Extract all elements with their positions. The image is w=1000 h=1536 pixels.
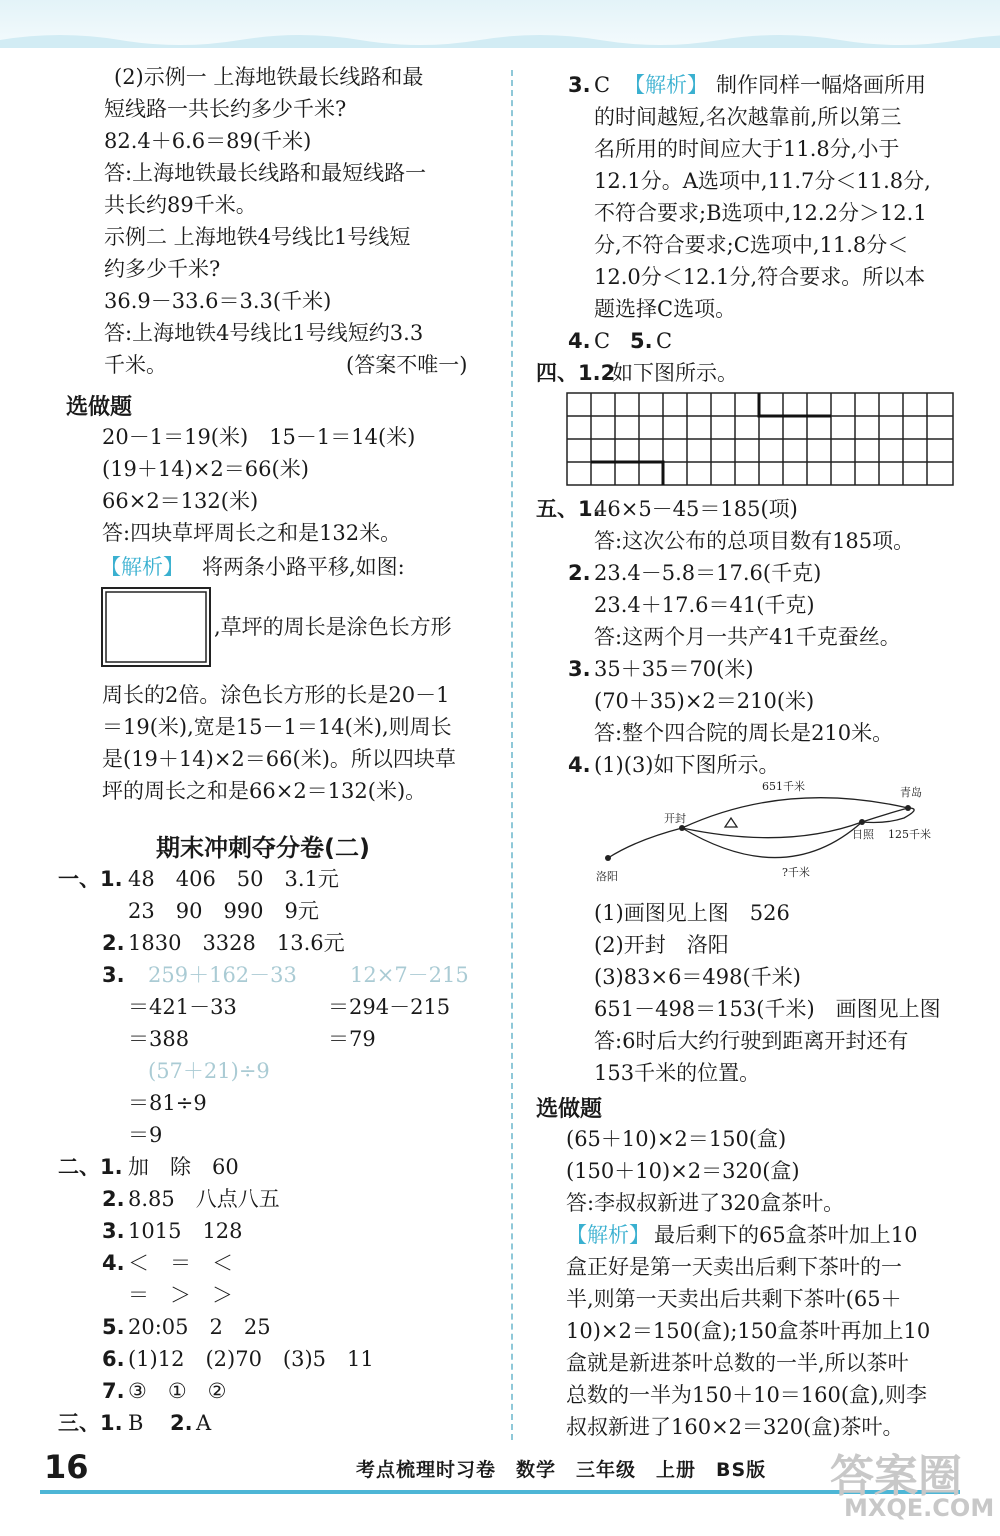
analysis-tag: 【解析】 <box>624 73 708 97</box>
answer-line: ③ ① ② <box>128 1379 227 1403</box>
route-top <box>682 798 908 828</box>
item-number: 2. <box>568 561 591 585</box>
page-number: 16 <box>44 1448 89 1486</box>
qingdao-dot <box>905 805 911 811</box>
item-number: 6. <box>102 1347 125 1371</box>
answer-line: 23.4－5.8＝17.6(千克) <box>594 561 822 585</box>
answer-line: 示例二 上海地铁4号线比1号线短 <box>104 225 411 249</box>
luoyang-dot <box>605 855 611 861</box>
optional-title: 选做题 <box>66 395 133 420</box>
answer-line: (2)开封 洛阳 <box>594 933 729 957</box>
answer-line: 答:6时后大约行驶到距离开封还有 <box>594 1029 909 1053</box>
analysis-line: 最后剩下的65盒茶叶加上10 <box>654 1223 918 1247</box>
optional-title: 选做题 <box>536 1097 603 1122</box>
optional-line: 答:四块草坪周长之和是132米。 <box>102 521 402 545</box>
item-number: 5. <box>102 1315 125 1339</box>
analysis-tag: 【解析】 <box>100 555 184 579</box>
answer-note: (答案不唯一) <box>346 353 468 377</box>
section-one-label: 一、1. <box>58 867 123 891</box>
lawn-rectangle-figure <box>100 586 214 670</box>
answer-line: 千米。 <box>104 353 167 377</box>
answer-line: (65＋10)×2＝150(盒) <box>566 1127 787 1151</box>
watermark-url: MXQE.COM <box>844 1494 995 1522</box>
answer-line: 加 除 60 <box>128 1155 239 1179</box>
item-number: 4. <box>568 753 591 777</box>
analysis-line: 题选择C选项。 <box>594 297 737 321</box>
analysis-line: 坪的周长之和是66×2＝132(米)。 <box>102 779 427 803</box>
answer-line: 153千米的位置。 <box>594 1061 761 1085</box>
analysis-line: 10)×2＝150(盒);150盒茶叶再加上10 <box>566 1319 931 1343</box>
watermark-text: 答案圈 <box>830 1451 962 1502</box>
map-label-qingdao: 青岛 <box>900 786 922 799</box>
analysis-line: ＝19(米),宽是15－1＝14(米),则周长 <box>102 715 452 739</box>
answer-line: 1830 3328 13.6元 <box>128 931 345 955</box>
section-three-label: 三、1. <box>58 1411 123 1435</box>
analysis-line: ,草坪的周长是涂色长方形 <box>214 615 452 639</box>
section-five-label: 五、1. <box>536 497 601 521</box>
item-number: 4. <box>568 329 591 353</box>
answer-line: C <box>656 329 673 353</box>
answer-line: (3)83×6＝498(千米) <box>594 965 801 989</box>
analysis-line: 制作同样一幅烙画所用 <box>716 73 926 97</box>
route-map <box>586 780 946 892</box>
answer-line: 23 90 990 9元 <box>128 899 319 923</box>
analysis-line: 名所用的时间应大于11.8分,小于 <box>594 137 900 161</box>
answer-line: 8.85 八点八五 <box>128 1187 280 1211</box>
analysis-line: 不符合要求;B选项中,12.2分＞12.1 <box>594 201 927 225</box>
answer-line: 1015 128 <box>128 1219 243 1243</box>
answer-line: 答:李叔叔新进了320盒茶叶。 <box>566 1191 845 1215</box>
rizhao-dot <box>859 819 865 825</box>
item-number: 3. <box>102 1219 125 1243</box>
answer-line: 答:这两个月一共产41千克蚕丝。 <box>594 625 901 649</box>
analysis-line: 将两条小路平移,如图: <box>202 555 405 579</box>
answer-line: (1)12 (2)70 (3)5 11 <box>128 1347 374 1371</box>
answer-line: C <box>594 73 611 97</box>
analysis-line: 叔叔新进了160×2＝320(盒)茶叶。 <box>566 1415 904 1439</box>
analysis-line: 总数的一半为150＋10＝160(盒),则李 <box>566 1383 927 1407</box>
answer-line: (2)示例一 上海地铁最长线路和最 <box>114 65 424 89</box>
answer-line: (150＋10)×2＝320(盒) <box>566 1159 800 1183</box>
kaifeng-dot <box>679 825 685 831</box>
map-label-top-distance: 651千米 <box>762 780 805 793</box>
answer-line: 82.4＋6.6＝89(千米) <box>104 129 312 153</box>
optional-line: 20－1＝19(米) 15－1＝14(米) <box>102 425 416 449</box>
calc-step: ＝388 <box>128 1027 190 1051</box>
answer-line: 48 406 50 3.1元 <box>128 867 339 891</box>
answer-line: 35＋35＝70(米) <box>594 657 754 681</box>
answer-line: 46×5－45＝185(项) <box>594 497 798 521</box>
section-four-label: 四、1.2 <box>536 361 616 385</box>
calc-step: ＝9 <box>128 1123 163 1147</box>
answer-line: 23.4＋17.6＝41(千克) <box>594 593 815 617</box>
answer-line: A <box>196 1411 212 1435</box>
item-number: 5. <box>630 329 653 353</box>
answer-line: 答:上海地铁4号线比1号线短约3.3 <box>104 321 424 345</box>
header-wave-decoration <box>0 30 1000 48</box>
item-number: 4. <box>102 1251 125 1275</box>
calc-step: ＝81÷9 <box>128 1091 207 1115</box>
grid-figure <box>566 392 956 488</box>
calc-step: ＝294－215 <box>328 995 451 1019</box>
item-number: 2. <box>170 1411 193 1435</box>
answer-line: 20:05 2 25 <box>128 1315 271 1339</box>
route-triangle-icon <box>725 818 737 827</box>
answer-line: (1)(3)如下图所示。 <box>594 753 780 777</box>
optional-line: (19＋14)×2＝66(米) <box>102 457 309 481</box>
analysis-line: 12.0分＜12.1分,符合要求。所以本 <box>594 265 926 289</box>
analysis-line: 分,不符合要求;C选项中,11.8分＜ <box>594 233 909 257</box>
analysis-line: 的时间越短,名次越靠前,所以第三 <box>594 105 902 129</box>
question-expression: 259＋162－33 <box>148 963 297 987</box>
analysis-line: 盒正好是第一天卖出后剩下茶叶的一 <box>566 1255 902 1279</box>
answer-line: 36.9－33.6＝3.3(千米) <box>104 289 332 313</box>
map-label-kaifeng: 开封 <box>664 812 686 825</box>
answer-line: (70＋35)×2＝210(米) <box>594 689 815 713</box>
watermark-logo <box>806 1440 996 1530</box>
item-number: 3. <box>568 657 591 681</box>
answer-line: (1)画图见上图 526 <box>594 901 790 925</box>
analysis-line: 周长的2倍。涂色长方形的长是20－1 <box>102 683 450 707</box>
map-label-right-distance: 125千米 <box>888 828 931 841</box>
answer-line: 答:上海地铁最长线路和最短线路一 <box>104 161 427 185</box>
answer-line: B <box>128 1411 144 1435</box>
map-label-luoyang: 洛阳 <box>596 870 618 883</box>
optional-line: 66×2＝132(米) <box>102 489 259 513</box>
answer-line: C <box>594 329 611 353</box>
item-number: 2. <box>102 1187 125 1211</box>
answer-line: 答:整个四合院的周长是210米。 <box>594 721 894 745</box>
analysis-tag: 【解析】 <box>566 1223 650 1247</box>
section-two-label: 二、1. <box>58 1155 123 1179</box>
road-luoyang-kaifeng <box>608 828 682 858</box>
analysis-line: 半,则第一天卖出后共剩下茶叶(65＋ <box>566 1287 902 1311</box>
answer-line: 651－498＝153(千米) 画图见上图 <box>594 997 941 1021</box>
header-band <box>0 0 1000 48</box>
calc-step: ＝421－33 <box>128 995 237 1019</box>
answer-line: ＜ ＝ ＜ <box>128 1251 233 1275</box>
answer-line: 共长约89千米。 <box>104 193 257 217</box>
analysis-line: 是(19＋14)×2＝66(米)。所以四块草 <box>102 747 456 771</box>
question-expression: 12×7－215 <box>350 963 469 987</box>
item-number: 3. <box>102 963 125 987</box>
item-number: 2. <box>102 931 125 955</box>
question-expression: (57＋21)÷9 <box>148 1059 270 1083</box>
analysis-line: 12.1分。A选项中,11.7分＜11.8分, <box>594 169 931 193</box>
footer-text: 考点梳理时习卷 数学 三年级 上册 BS版 <box>356 1459 767 1481</box>
answer-line: ＝ ＞ ＞ <box>128 1283 233 1307</box>
column-divider <box>511 70 513 1440</box>
item-number: 7. <box>102 1379 125 1403</box>
paper-title: 期末冲刺夺分卷(二) <box>156 834 370 862</box>
map-label-rizhao: 日照 <box>852 828 874 841</box>
route-bottom <box>682 822 862 858</box>
calc-step: ＝79 <box>328 1027 376 1051</box>
map-label-bottom-distance: ?千米 <box>782 866 810 879</box>
analysis-line: 盒就是新进茶叶总数的一半,所以茶叶 <box>566 1351 909 1375</box>
answer-line: 如下图所示。 <box>612 361 738 385</box>
item-number: 3. <box>568 73 591 97</box>
answer-line: 答:这次公布的总项目数有185项。 <box>594 529 915 553</box>
answer-line: 约多少千米? <box>104 257 221 281</box>
answer-line: 短线路一共长约多少千米? <box>104 97 347 121</box>
